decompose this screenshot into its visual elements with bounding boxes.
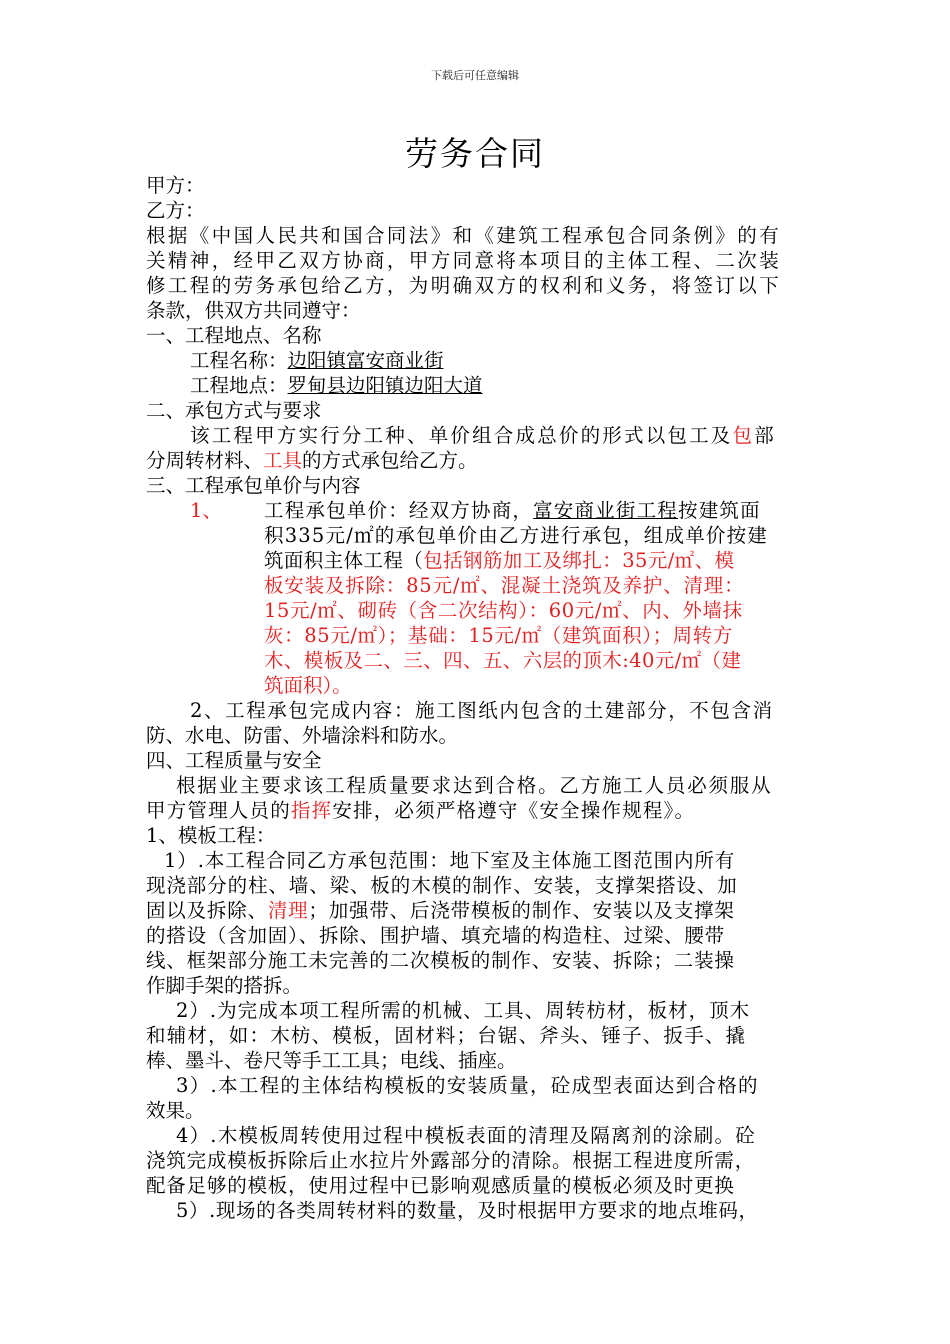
highlighted-text: 木、模板及二、三、四、五、六层的顶木:40元/㎡（建 — [264, 649, 742, 672]
page-header-note: 下载后可任意编辑 — [431, 69, 519, 82]
text-segment: 条款，供双方共同遵守： — [146, 299, 361, 322]
text-line — [146, 749, 322, 773]
text-segment: 5）.现场的各类周转材料的数量，及时根据甲方要求的地点堆码， — [176, 1199, 759, 1222]
text-segment: 积335元/㎡的承包单价由乙方进行承包，组成单价按建 — [264, 524, 768, 547]
text-line — [146, 924, 725, 948]
text-segment: 2、工程承包完成内容：施工图纸内包含的土建部分，不包含消 — [190, 699, 774, 722]
text-line — [146, 724, 458, 748]
text-segment: 浇筑完成模板拆除后止水拉片外露部分的清除。根据工程进度所需， — [146, 1149, 756, 1172]
text-segment: 配备足够的模板，使用过程中已影响观感质量的模板必须及时更换 — [146, 1174, 735, 1197]
text-segment: 1）.本工程合同乙方承包范围：地下室及主体施工图范围内所有 — [164, 849, 736, 872]
highlighted-text: 包 — [732, 424, 755, 447]
text-line — [190, 349, 444, 373]
text-segment: 2）.为完成本项工程所需的机械、工具、周转枋材，板材，顶木 — [176, 999, 751, 1022]
text-line — [146, 174, 205, 198]
text-line — [146, 824, 275, 848]
text-segment: 1、模板工程： — [146, 824, 276, 847]
page-title: 劳务合同 — [405, 134, 545, 173]
text-line — [164, 849, 735, 873]
text-segment: 三、工程承包单价与内容 — [146, 474, 361, 497]
underlined-text: 罗甸县边阳镇边阳大道 — [287, 374, 483, 397]
text-segment: 根据业主要求该工程质量要求达到合格。乙方施工人员必须服从 — [176, 774, 773, 797]
text-line — [264, 624, 733, 648]
text-line — [146, 199, 205, 223]
text-segment: 二、承包方式与要求 — [146, 399, 322, 422]
text-segment: 筑面积主体工程（ — [264, 549, 424, 572]
highlighted-text: 清理 — [267, 899, 309, 922]
text-segment: 分周转材料、 — [146, 449, 264, 472]
text-line — [190, 699, 774, 723]
text-line — [146, 974, 302, 998]
highlighted-text: 筑面积）。 — [264, 674, 352, 697]
text-segment: 工程承包单价：经双方协商， — [264, 499, 534, 522]
text-line — [190, 374, 483, 398]
text-line — [264, 599, 743, 623]
text-segment: 和辅材，如：木枋、模板，固材料；台锯、斧头、锤子、扳手、撬 — [146, 1024, 747, 1047]
text-line — [176, 999, 750, 1023]
highlighted-text: 15元/㎡、砌砖（含二次结构）：60元/㎡、内、外墙抹 — [264, 599, 743, 622]
text-segment: 效果。 — [146, 1099, 205, 1122]
text-line — [264, 674, 352, 698]
text-line — [146, 224, 781, 248]
text-segment: 根据《中国人民共和国合同法》和《建筑工程承包合同条例》的有 — [146, 224, 782, 247]
text-segment: 乙方： — [146, 199, 205, 222]
text-line — [146, 899, 735, 923]
highlighted-text: 包括钢筋加工及绑扎：35元/㎡、模 — [423, 549, 735, 572]
text-line — [146, 249, 781, 273]
highlighted-text: 指挥 — [290, 799, 333, 822]
text-segment: 棒、墨斗、卷尺等手工工具；电线、插座。 — [146, 1049, 517, 1072]
text-segment: 修工程的劳务承包给乙方，为明确双方的权利和义务，将签订以下 — [146, 274, 782, 297]
text-segment: 甲方： — [146, 174, 205, 197]
text-line — [146, 1024, 746, 1048]
text-segment: 线、框架部分施工未完善的二次模板的制作、安装、拆除；二装操 — [146, 949, 735, 972]
text-line — [190, 499, 222, 523]
text-line — [146, 799, 695, 823]
text-segment: ；加强带、后浇带模板的制作、安装以及支撑架 — [308, 899, 735, 922]
text-segment: 作脚手架的搭拆。 — [146, 974, 303, 997]
text-line — [176, 1074, 759, 1098]
text-line — [146, 1174, 735, 1198]
text-line — [146, 474, 361, 498]
text-line — [264, 549, 734, 573]
text-line — [146, 449, 478, 473]
text-segment: 四、工程质量与安全 — [146, 749, 322, 772]
text-segment: 按建筑面 — [678, 499, 761, 522]
text-segment: 安排，必须严格遵守《安全操作规程》。 — [332, 799, 696, 822]
text-line — [146, 1149, 755, 1173]
text-line — [146, 874, 738, 898]
underlined-text: 边阳镇富安商业街 — [287, 349, 444, 372]
text-segment: 关精神，经甲乙双方协商，甲方同意将本项目的主体工程、二次装 — [146, 249, 782, 272]
text-line — [176, 1199, 759, 1223]
text-segment: 该工程甲方实行分工种、单价组合成总价的形式以包工及 — [190, 424, 733, 447]
text-segment: 的方式承包给乙方。 — [302, 449, 478, 472]
text-segment: 现浇部分的柱、墙、梁、板的木模的制作、安装，支撑架搭设、加 — [146, 874, 738, 897]
underlined-text: 富安商业街工程 — [533, 499, 679, 522]
text-line — [176, 1124, 756, 1148]
text-line — [146, 1099, 205, 1123]
highlighted-text: 工具 — [263, 449, 303, 472]
text-segment: 工程地点： — [190, 374, 288, 397]
text-segment: 一、工程地点、名称 — [146, 324, 322, 347]
text-line — [264, 524, 768, 548]
text-line — [146, 274, 781, 298]
text-segment: 4）.木模板周转使用过程中模板表面的清理及隔离剂的涂刷。砼 — [176, 1124, 756, 1147]
text-segment: 部 — [754, 424, 776, 447]
text-line — [146, 399, 322, 423]
text-line — [146, 1049, 517, 1073]
text-segment: 3）.本工程的主体结构模板的安装质量，砼成型表面达到合格的 — [176, 1074, 759, 1097]
highlighted-text: 灰：85元/㎡）；基础：15元/㎡（建筑面积）；周转方 — [264, 624, 733, 647]
text-line — [146, 324, 322, 348]
text-line — [264, 499, 761, 523]
text-line — [176, 774, 772, 798]
text-segment: 工程名称： — [190, 349, 288, 372]
text-line — [146, 299, 361, 323]
text-line — [264, 649, 741, 673]
text-segment: 防、水电、防雷、外墙涂料和防水。 — [146, 724, 459, 747]
highlighted-text: 1、 — [190, 499, 222, 522]
text-line — [264, 574, 744, 598]
text-segment: 固以及拆除、 — [146, 899, 268, 922]
text-segment: 甲方管理人员的 — [146, 799, 291, 822]
text-line — [146, 949, 735, 973]
highlighted-text: 板安装及拆除：85元/㎡、混凝土浇筑及养护、清理： — [264, 574, 745, 597]
text-line — [190, 424, 776, 448]
text-segment: 的搭设（含加固）、拆除、围护墙、填充墙的构造柱、过梁、腰带 — [146, 924, 725, 947]
